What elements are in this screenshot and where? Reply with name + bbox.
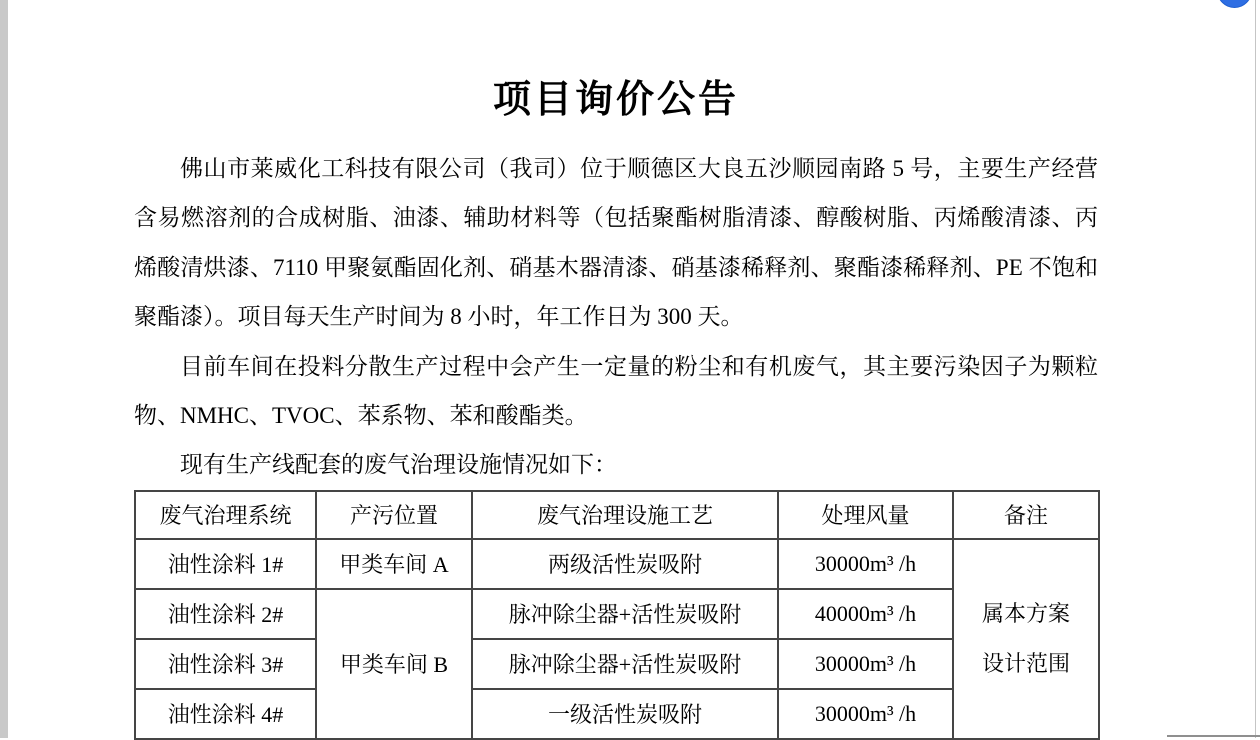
cell-airflow: 30000m³ /h <box>778 639 953 689</box>
table-header-row <box>135 491 1099 539</box>
viewer-left-margin <box>0 0 8 738</box>
remark-line-1: 属本方案 <box>981 600 1070 626</box>
col-header-location: 产污位置 <box>316 491 472 539</box>
remark-line-2: 设计范围 <box>981 650 1070 676</box>
col-header-system: 废气治理系统 <box>135 491 316 539</box>
cell-airflow: 30000m³ /h <box>778 689 953 739</box>
paragraph-pollutants: 目前车间在投料分散生产过程中会产生一定量的粉尘和有机废气，其主要污染因子为颗粒物、NMHC、TVOC、苯系物、苯和酸酯类。 <box>134 353 1098 429</box>
waste-gas-facilities-table <box>134 490 1100 740</box>
col-header-remark: 备注 <box>953 491 1099 539</box>
cell-system: 油性涂料 3# <box>135 639 316 689</box>
cell-system: 油性涂料 2# <box>135 589 316 639</box>
cell-process: 脉冲除尘器+活性炭吸附 <box>472 589 778 639</box>
paragraph-company-intro: 佛山市莱威化工科技有限公司（我司）位于顺德区大良五沙顺园南路 5 号，主要生产经营含易燃溶剂的合成树脂、油漆、辅助材料等（包括聚酯树脂清漆、醇酸树脂、丙烯酸清漆、丙烯酸清烘漆、7110 甲聚氨酯固化剂、硝基木器清漆、硝基漆稀释剂、聚酯漆稀释剂、PE 不饱和聚酯漆）。项目每天生产时间为 8 小时，年工作日为 300 天。 <box>134 156 1098 330</box>
cell-location-merged: 甲类车间 B <box>316 589 472 739</box>
cell-process: 两级活性炭吸附 <box>472 539 778 589</box>
col-header-process: 废气治理设施工艺 <box>472 491 778 539</box>
page-title: 项目询价公告 <box>492 79 739 121</box>
cell-remark-merged <box>953 539 1099 739</box>
floating-action-button[interactable] <box>1217 0 1252 8</box>
cell-location: 甲类车间 A <box>316 539 472 589</box>
cell-process: 脉冲除尘器+活性炭吸附 <box>472 639 778 689</box>
bottom-edge-line <box>1167 735 1260 737</box>
cell-airflow: 40000m³ /h <box>778 589 953 639</box>
paragraph-table-lead-in: 现有生产线配套的废气治理设施情况如下： <box>180 452 617 478</box>
scrollbar-track-line <box>1255 0 1256 738</box>
table-row <box>135 539 1099 589</box>
document-page <box>134 0 1098 740</box>
cell-airflow: 30000m³ /h <box>778 539 953 589</box>
cell-process: 一级活性炭吸附 <box>472 689 778 739</box>
col-header-airflow: 处理风量 <box>778 491 953 539</box>
cell-system: 油性涂料 1# <box>135 539 316 589</box>
cell-system: 油性涂料 4# <box>135 689 316 739</box>
